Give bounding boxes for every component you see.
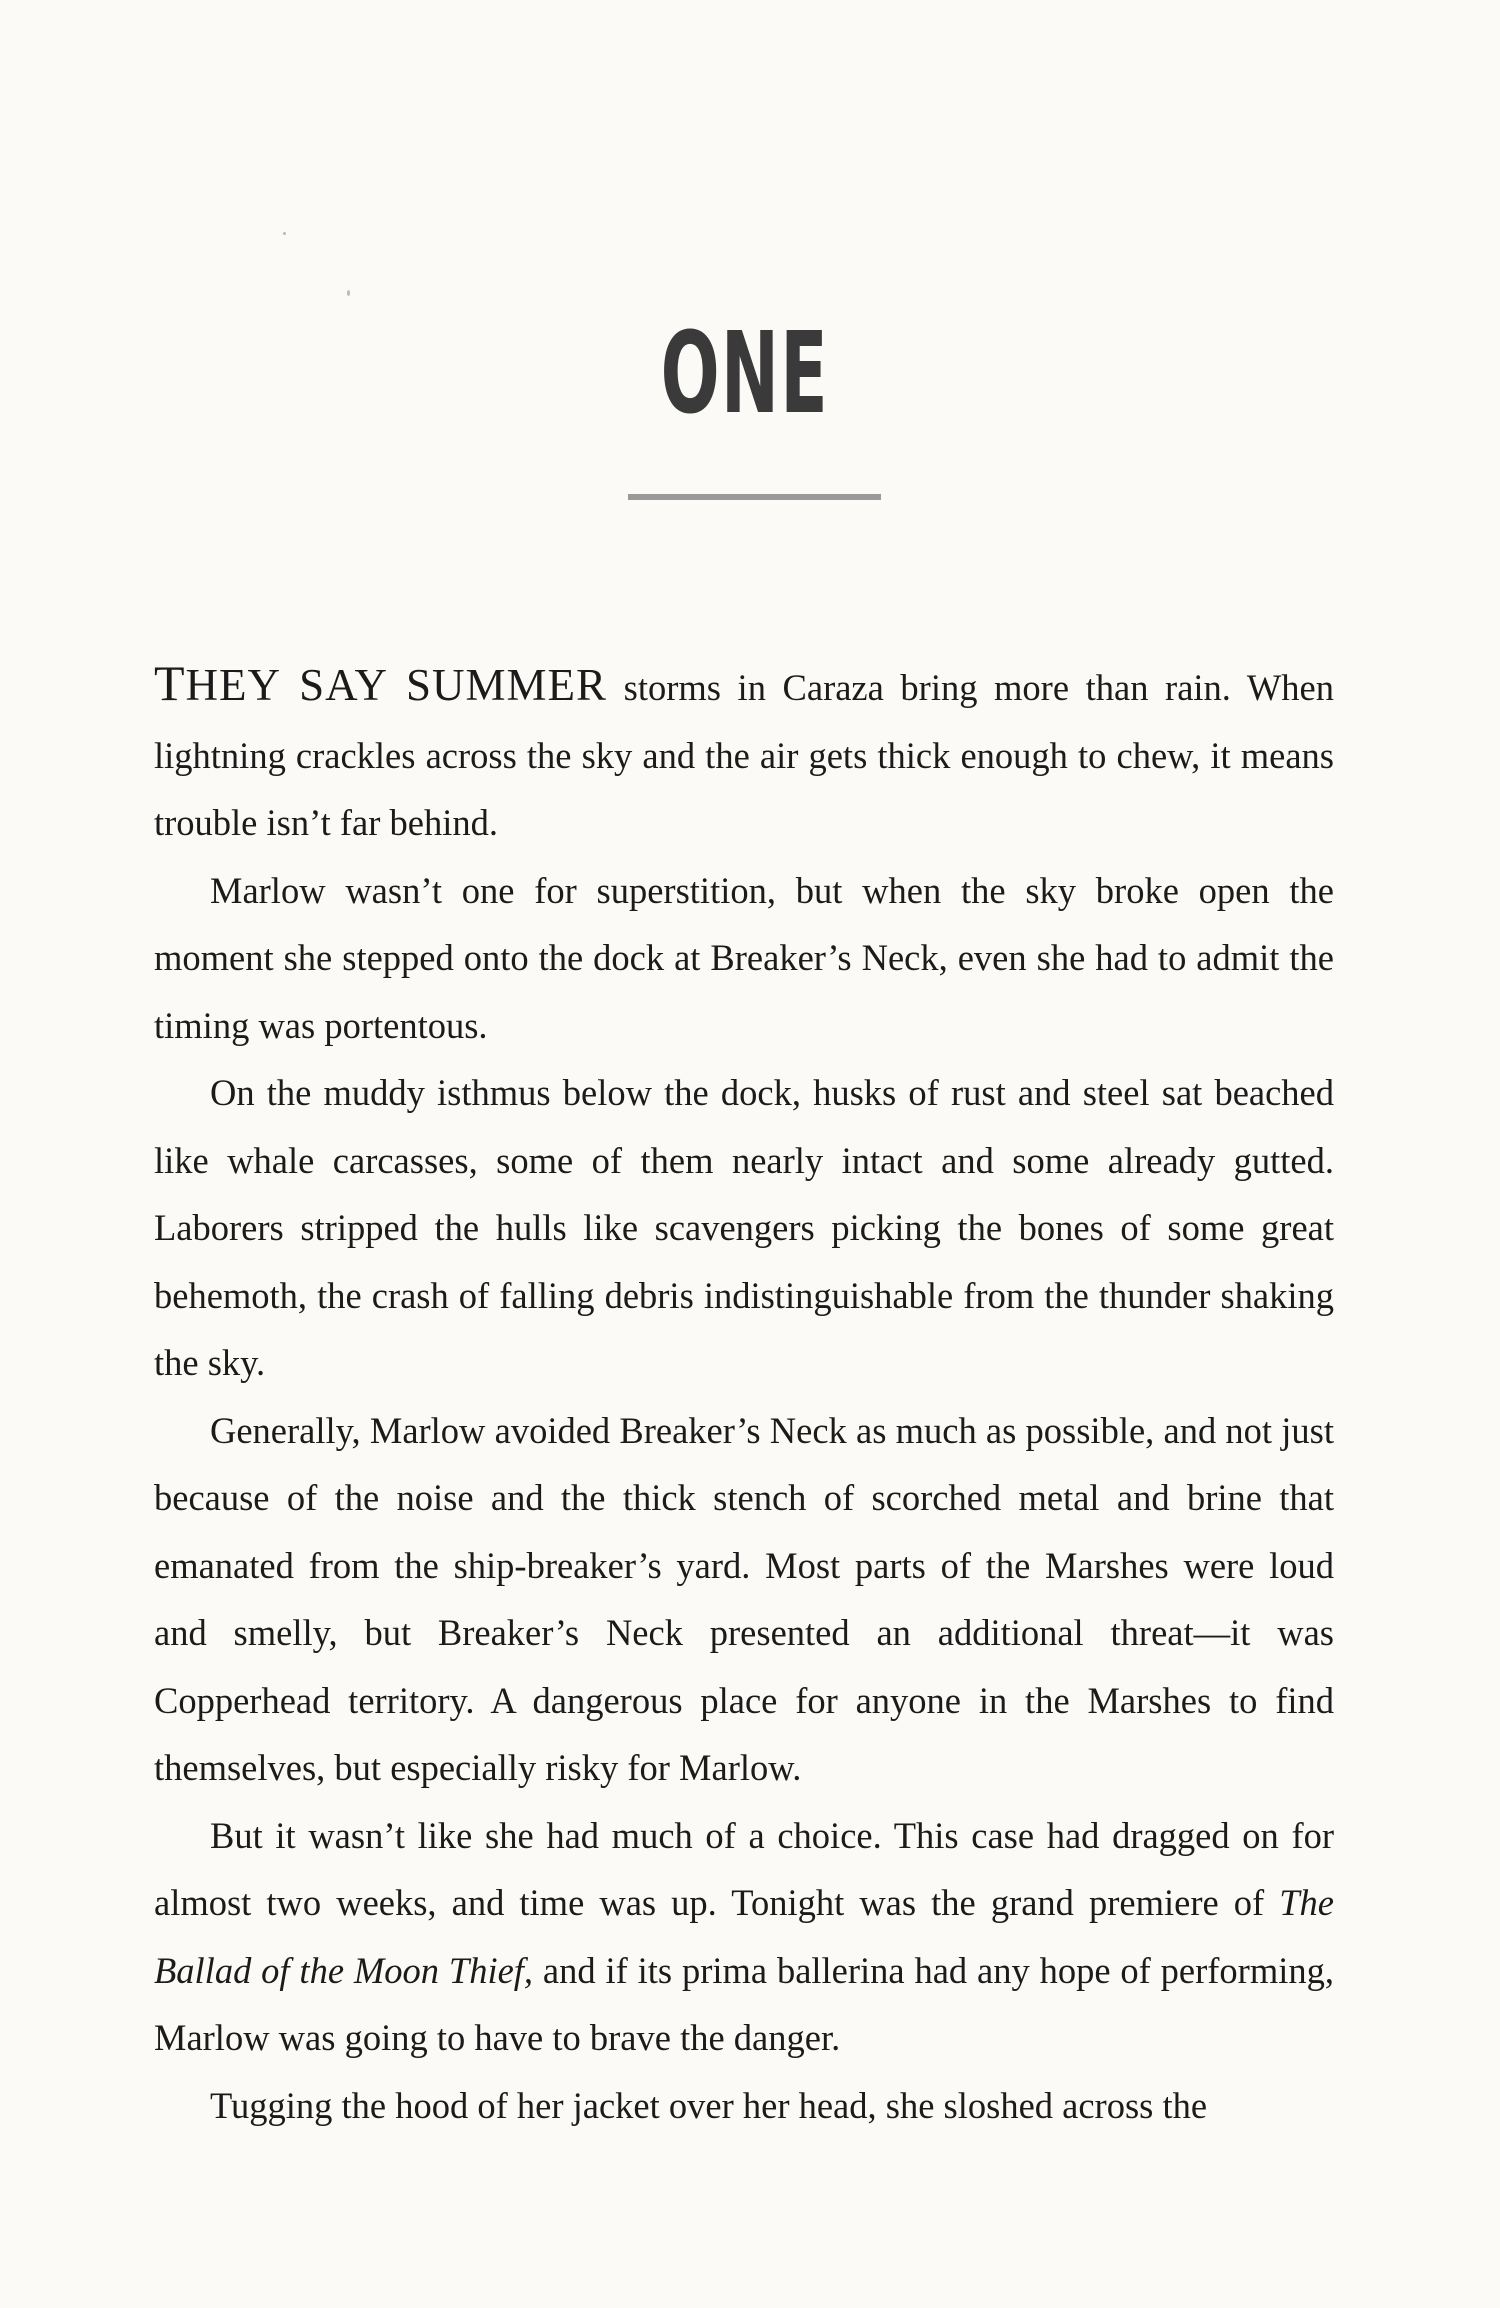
- drop-cap: T: [154, 655, 186, 711]
- lead-in: HEY SAY SUMMER: [185, 660, 608, 710]
- paragraph-text: and if its prima ballerina had any hope of performing, Marlow was going to have to brave the danger.: [154, 1949, 1334, 2058]
- body-text: [154, 650, 1334, 2139]
- paragraph: Marlow wasn’t one for superstition, but when the sky broke open the moment she stepped onto the dock at Breaker’s Neck, even she had to admit the timing was portentous.: [154, 869, 1334, 1046]
- chapter-heading: [600, 309, 890, 439]
- chapter-rule: [628, 494, 881, 500]
- paragraph-text: storms in Caraza bring more than rain. When lightning crackles across the sky and the air gets thick enough to chew, it means trouble isn’t far behind.: [154, 667, 1334, 843]
- paper-speck: [347, 290, 350, 296]
- paragraph: Generally, Marlow avoided Breaker’s Neck as much as possible, and not just because of the noise and the thick stench of scorched metal and brine that emanated from the ship-breaker’s yard. Most parts of the Marshes were loud and smelly, but Breaker’s Neck presented an additional threat—it was Copperhead territory. A dangerous place for anyone in the Marshes to find themselves, but especially risky for Marlow.: [154, 1409, 1334, 1788]
- paragraph: [154, 1802, 1334, 2072]
- paragraph: Tugging the hood of her jacket over her head, she sloshed across the: [210, 2084, 1208, 2126]
- paragraph: [154, 650, 1334, 857]
- paragraph-text: But it wasn’t like she had much of a choice. This case had dragged on for almost two weeks, and time was up. Tonight was the grand premiere of: [154, 1814, 1334, 1923]
- book-title-italic: The Ballad of the Moon Thief,: [154, 1882, 1334, 1991]
- chapter-title: ONE: [660, 309, 830, 439]
- paragraph: On the muddy isthmus below the dock, husks of rust and steel sat beached like whale carcasses, some of them nearly intact and some already gutted. Laborers stripped the hulls like scavengers picking the bones of some great behemoth, the crash of falling debris indistinguishable from the thunder shaking the sky.: [154, 1072, 1334, 1383]
- paper-speck: [283, 232, 286, 235]
